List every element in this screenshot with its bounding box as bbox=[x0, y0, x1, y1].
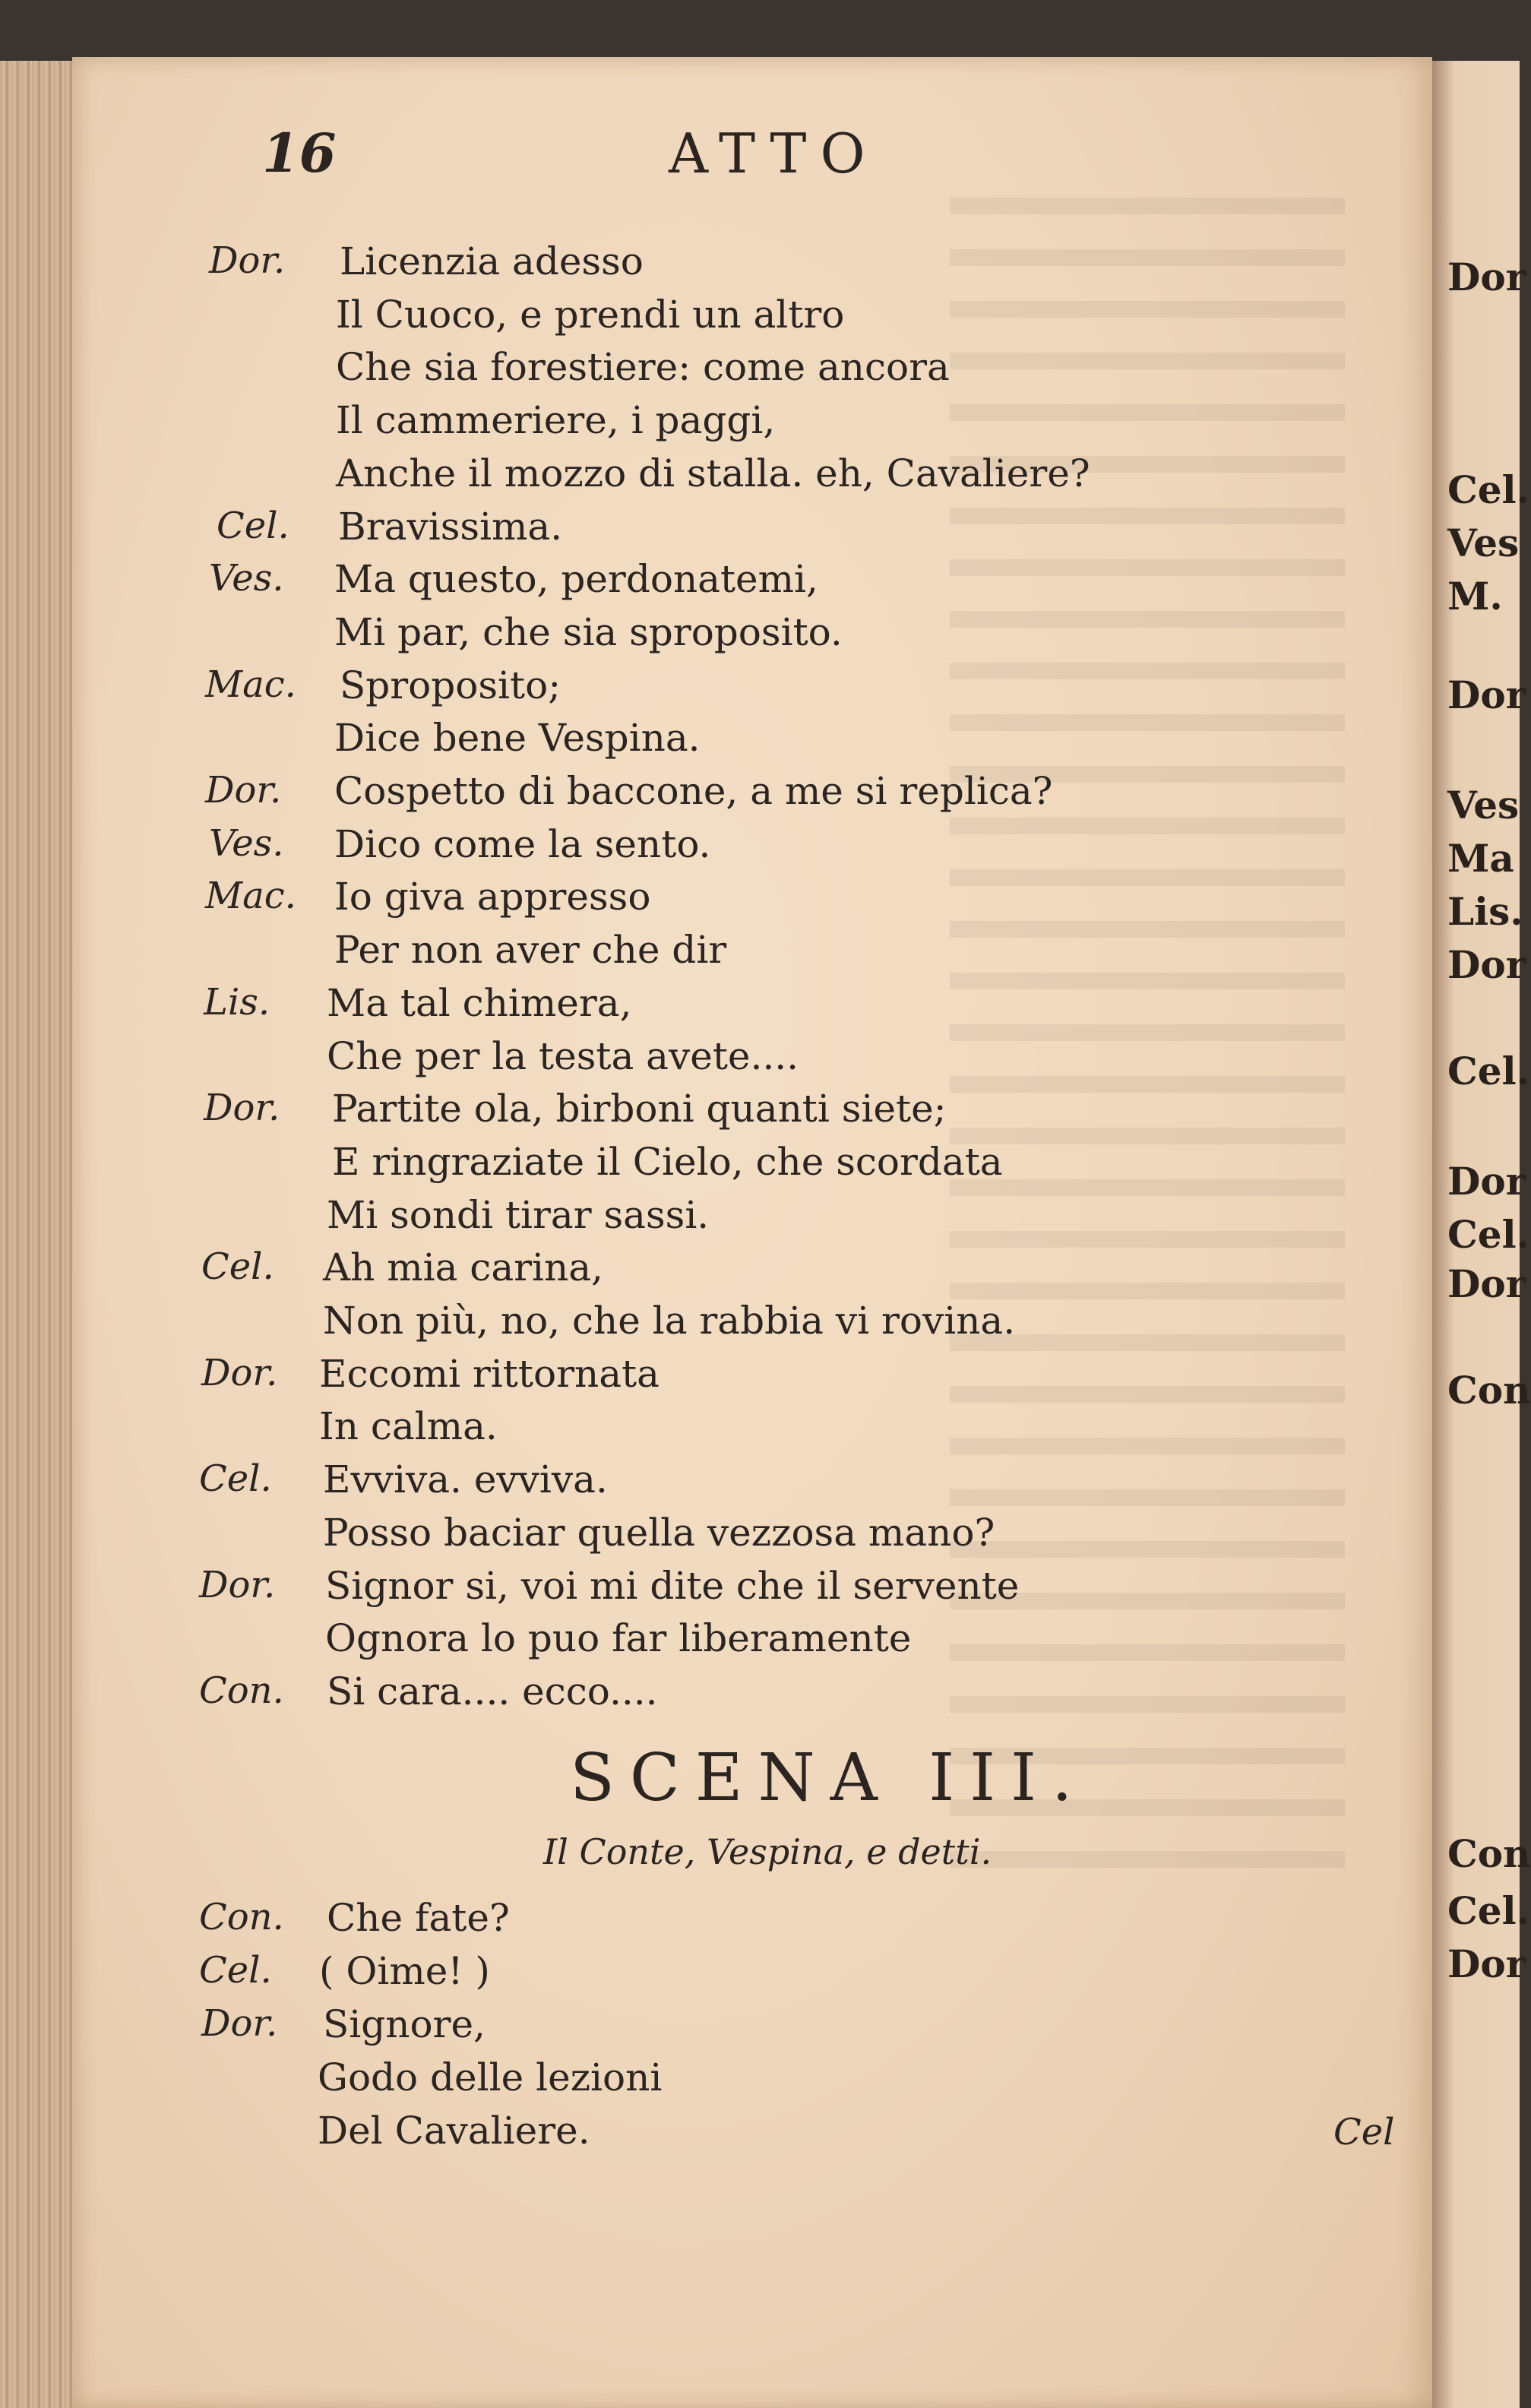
speaker-name: Dor. bbox=[201, 1352, 278, 1394]
verse-text: Dico come la sento. bbox=[334, 822, 711, 866]
verse-text: Partite ola, birboni quanti siete; bbox=[332, 1087, 947, 1131]
verse-text: Mi par, che sia sproposito. bbox=[334, 610, 843, 654]
verse-text: Ah mia carina, bbox=[323, 1245, 603, 1289]
facing-speaker-mark: Con bbox=[1447, 1368, 1531, 1413]
verse-text: Bravissima. bbox=[338, 505, 563, 549]
verse-text: Ma questo, perdonatemi, bbox=[334, 557, 818, 601]
verse-text: Non più, no, che la rabbia vi rovina. bbox=[323, 1299, 1016, 1343]
speaker-name: Dor. bbox=[201, 2002, 278, 2045]
verse-text: Anche il mozzo di stalla. eh, Cavaliere? bbox=[336, 451, 1090, 495]
speaker-name: Mac. bbox=[205, 663, 296, 706]
speaker-name: Cel. bbox=[199, 1457, 272, 1500]
verse-text: Signor si, voi mi dite che il servente bbox=[325, 1564, 1020, 1608]
book-page-edges bbox=[0, 61, 84, 2408]
speaker-name: Dor. bbox=[204, 1087, 280, 1129]
facing-speaker-mark: Ma bbox=[1447, 836, 1514, 881]
speaker-name: Mac. bbox=[205, 875, 296, 917]
catchword: Cel bbox=[1333, 2111, 1395, 2153]
stage-direction: Il Conte, Vespina, e detti. bbox=[543, 1831, 992, 1872]
speaker-name: Lis. bbox=[204, 981, 270, 1024]
speaker-name: Dor. bbox=[205, 769, 282, 812]
speaker-name: Cel. bbox=[199, 1949, 272, 1992]
verse-text: Per non aver che dir bbox=[334, 928, 727, 972]
speaker-name: Con. bbox=[199, 1669, 284, 1712]
facing-speaker-mark: Cel. bbox=[1447, 467, 1530, 512]
verse-text: Che fate? bbox=[327, 1896, 510, 1940]
verse-text: Che sia forestiere: come ancora bbox=[336, 345, 950, 389]
facing-speaker-mark: Dor bbox=[1447, 1261, 1526, 1306]
verse-text: Del Cavaliere. bbox=[318, 2109, 590, 2153]
verse-text: Dice bene Vespina. bbox=[334, 716, 701, 760]
verse-text: Godo delle lezioni bbox=[318, 2055, 663, 2099]
facing-speaker-mark: Con bbox=[1447, 1831, 1531, 1876]
facing-speaker-mark: Dor bbox=[1447, 1941, 1526, 1986]
bleed-through-text bbox=[950, 198, 1345, 1869]
speaker-name: Dor. bbox=[209, 239, 286, 282]
verse-text: E ringraziate il Cielo, che scordata bbox=[332, 1140, 1003, 1184]
facing-speaker-mark: Cel. bbox=[1447, 1888, 1530, 1933]
verse-text: Evviva. evviva. bbox=[323, 1457, 608, 1501]
verse-text: Eccomi rittornata bbox=[319, 1352, 660, 1396]
facing-speaker-mark: Dor bbox=[1447, 255, 1526, 299]
facing-speaker-mark: Lis. bbox=[1447, 889, 1523, 934]
speaker-name: Ves. bbox=[209, 822, 284, 865]
verse-text: Ma tal chimera, bbox=[327, 981, 632, 1025]
verse-text: Io giva appresso bbox=[334, 875, 651, 919]
facing-speaker-mark: Dor bbox=[1447, 1159, 1526, 1204]
speaker-name: Ves. bbox=[209, 557, 284, 600]
verse-text: Licenzia adesso bbox=[340, 239, 644, 283]
verse-text: Mi sondi tirar sassi. bbox=[327, 1193, 710, 1237]
verse-text: ( Oime! ) bbox=[319, 1949, 490, 1993]
page-number: 16 bbox=[262, 122, 337, 185]
speaker-name: Cel. bbox=[201, 1245, 274, 1288]
facing-speaker-mark: Cel. bbox=[1447, 1212, 1530, 1257]
speaker-name: Con. bbox=[199, 1896, 284, 1938]
facing-speaker-mark: M. bbox=[1447, 574, 1503, 619]
speaker-name: Dor. bbox=[199, 1564, 276, 1606]
verse-text: Il Cuoco, e prendi un altro bbox=[336, 293, 845, 337]
verse-text: Signore, bbox=[323, 2002, 486, 2046]
facing-speaker-mark: Ves bbox=[1447, 783, 1520, 827]
speaker-name: Cel. bbox=[217, 505, 289, 547]
facing-speaker-mark: Dor bbox=[1447, 672, 1526, 717]
facing-speaker-mark: Cel. bbox=[1447, 1049, 1530, 1093]
verse-text: Sproposito; bbox=[340, 663, 561, 707]
verse-text: In calma. bbox=[319, 1404, 498, 1448]
page-title: ATTO bbox=[669, 122, 879, 185]
verse-text: Ognora lo puo far liberamente bbox=[325, 1616, 912, 1660]
verse-text: Posso baciar quella vezzosa mano? bbox=[323, 1511, 995, 1555]
facing-speaker-mark: Ves bbox=[1447, 521, 1520, 565]
verse-text: Cospetto di baccone, a me si replica? bbox=[334, 769, 1053, 813]
verse-text: Che per la testa avete.... bbox=[327, 1034, 799, 1078]
verse-text: Si cara.... ecco.... bbox=[327, 1669, 658, 1713]
verse-text: Il cammeriere, i paggi, bbox=[336, 398, 776, 442]
scene-heading: SCENA III. bbox=[570, 1740, 1088, 1816]
facing-speaker-mark: Dor bbox=[1447, 942, 1526, 987]
